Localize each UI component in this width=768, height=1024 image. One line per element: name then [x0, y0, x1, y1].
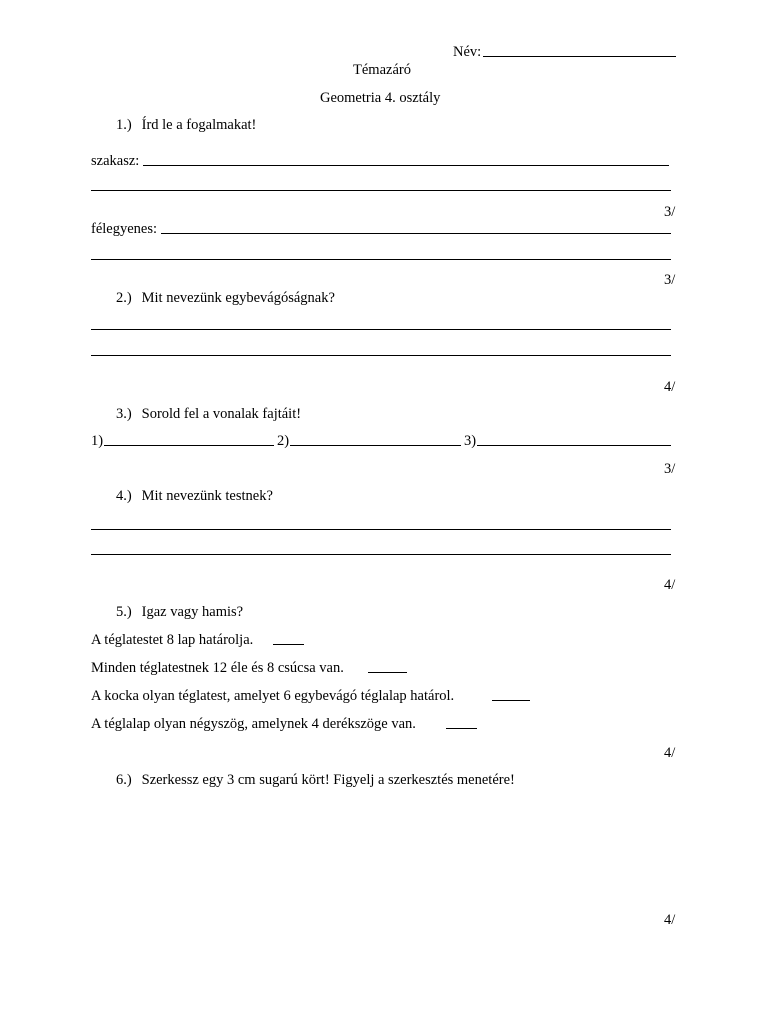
score-q3: 3/	[664, 461, 676, 477]
question-5	[116, 604, 243, 620]
line-type-1-field[interactable]	[104, 445, 274, 446]
question-6	[116, 772, 515, 788]
answer-line-1a[interactable]	[143, 165, 669, 166]
page-subtitle: Geometria 4. osztály	[320, 90, 441, 106]
answer-blank-3[interactable]	[492, 700, 530, 701]
score-q2: 4/	[664, 379, 676, 395]
page-title: Témazáró	[353, 62, 411, 78]
score-q1-a: 3/	[664, 204, 676, 220]
question-4-text: Mit nevezünk testnek?	[141, 488, 273, 504]
answer-line-1c[interactable]	[161, 233, 671, 234]
line-type-3-label: 3)	[464, 433, 477, 449]
answer-blank-1[interactable]	[273, 644, 304, 645]
answer-line-1d[interactable]	[91, 259, 671, 260]
name-label: Név:	[453, 44, 482, 60]
name-field[interactable]	[483, 56, 676, 57]
question-2-text: Mit nevezünk egybevágóságnak?	[141, 290, 335, 306]
answer-line-4b[interactable]	[91, 554, 671, 555]
question-4-number: 4.)	[116, 488, 132, 504]
statement-2: Minden téglatestnek 12 éle és 8 csúcsa van.	[91, 660, 344, 676]
question-4	[116, 488, 273, 504]
line-type-1-label: 1)	[91, 433, 104, 449]
line-type-2-label: 2)	[277, 433, 290, 449]
question-1-text: Írd le a fogalmakat!	[141, 117, 257, 133]
answer-blank-4[interactable]	[446, 728, 477, 729]
question-2-number: 2.)	[116, 290, 132, 306]
question-6-number: 6.)	[116, 772, 132, 788]
question-3-number: 3.)	[116, 406, 132, 422]
question-1-number: 1.)	[116, 117, 132, 133]
answer-line-2a[interactable]	[91, 329, 671, 330]
term-felegyenes-label: félegyenes:	[91, 221, 158, 237]
question-5-text: Igaz vagy hamis?	[141, 604, 244, 620]
statement-1: A téglatestet 8 lap határolja.	[91, 632, 254, 648]
line-type-3-field[interactable]	[477, 445, 671, 446]
line-type-2-field[interactable]	[290, 445, 461, 446]
question-6-text: Szerkessz egy 3 cm sugarú kört! Figyelj a szerkesztés menetére!	[141, 772, 515, 788]
answer-blank-2[interactable]	[368, 672, 407, 673]
question-1	[116, 117, 256, 133]
question-3-text: Sorold fel a vonalak fajtáit!	[141, 406, 302, 422]
question-3	[116, 406, 301, 422]
question-2	[116, 290, 335, 306]
statement-3: A kocka olyan téglatest, amelyet 6 egybevágó téglalap határol.	[91, 688, 455, 704]
answer-line-4a[interactable]	[91, 529, 671, 530]
question-5-number: 5.)	[116, 604, 132, 620]
answer-line-1b[interactable]	[91, 190, 671, 191]
score-q1-b: 3/	[664, 272, 676, 288]
answer-line-2b[interactable]	[91, 355, 671, 356]
term-szakasz-label: szakasz:	[91, 153, 140, 169]
score-q5: 4/	[664, 745, 676, 761]
statement-4: A téglalap olyan négyszög, amelynek 4 derékszöge van.	[91, 716, 416, 732]
score-q4: 4/	[664, 577, 676, 593]
score-q6: 4/	[664, 912, 676, 928]
